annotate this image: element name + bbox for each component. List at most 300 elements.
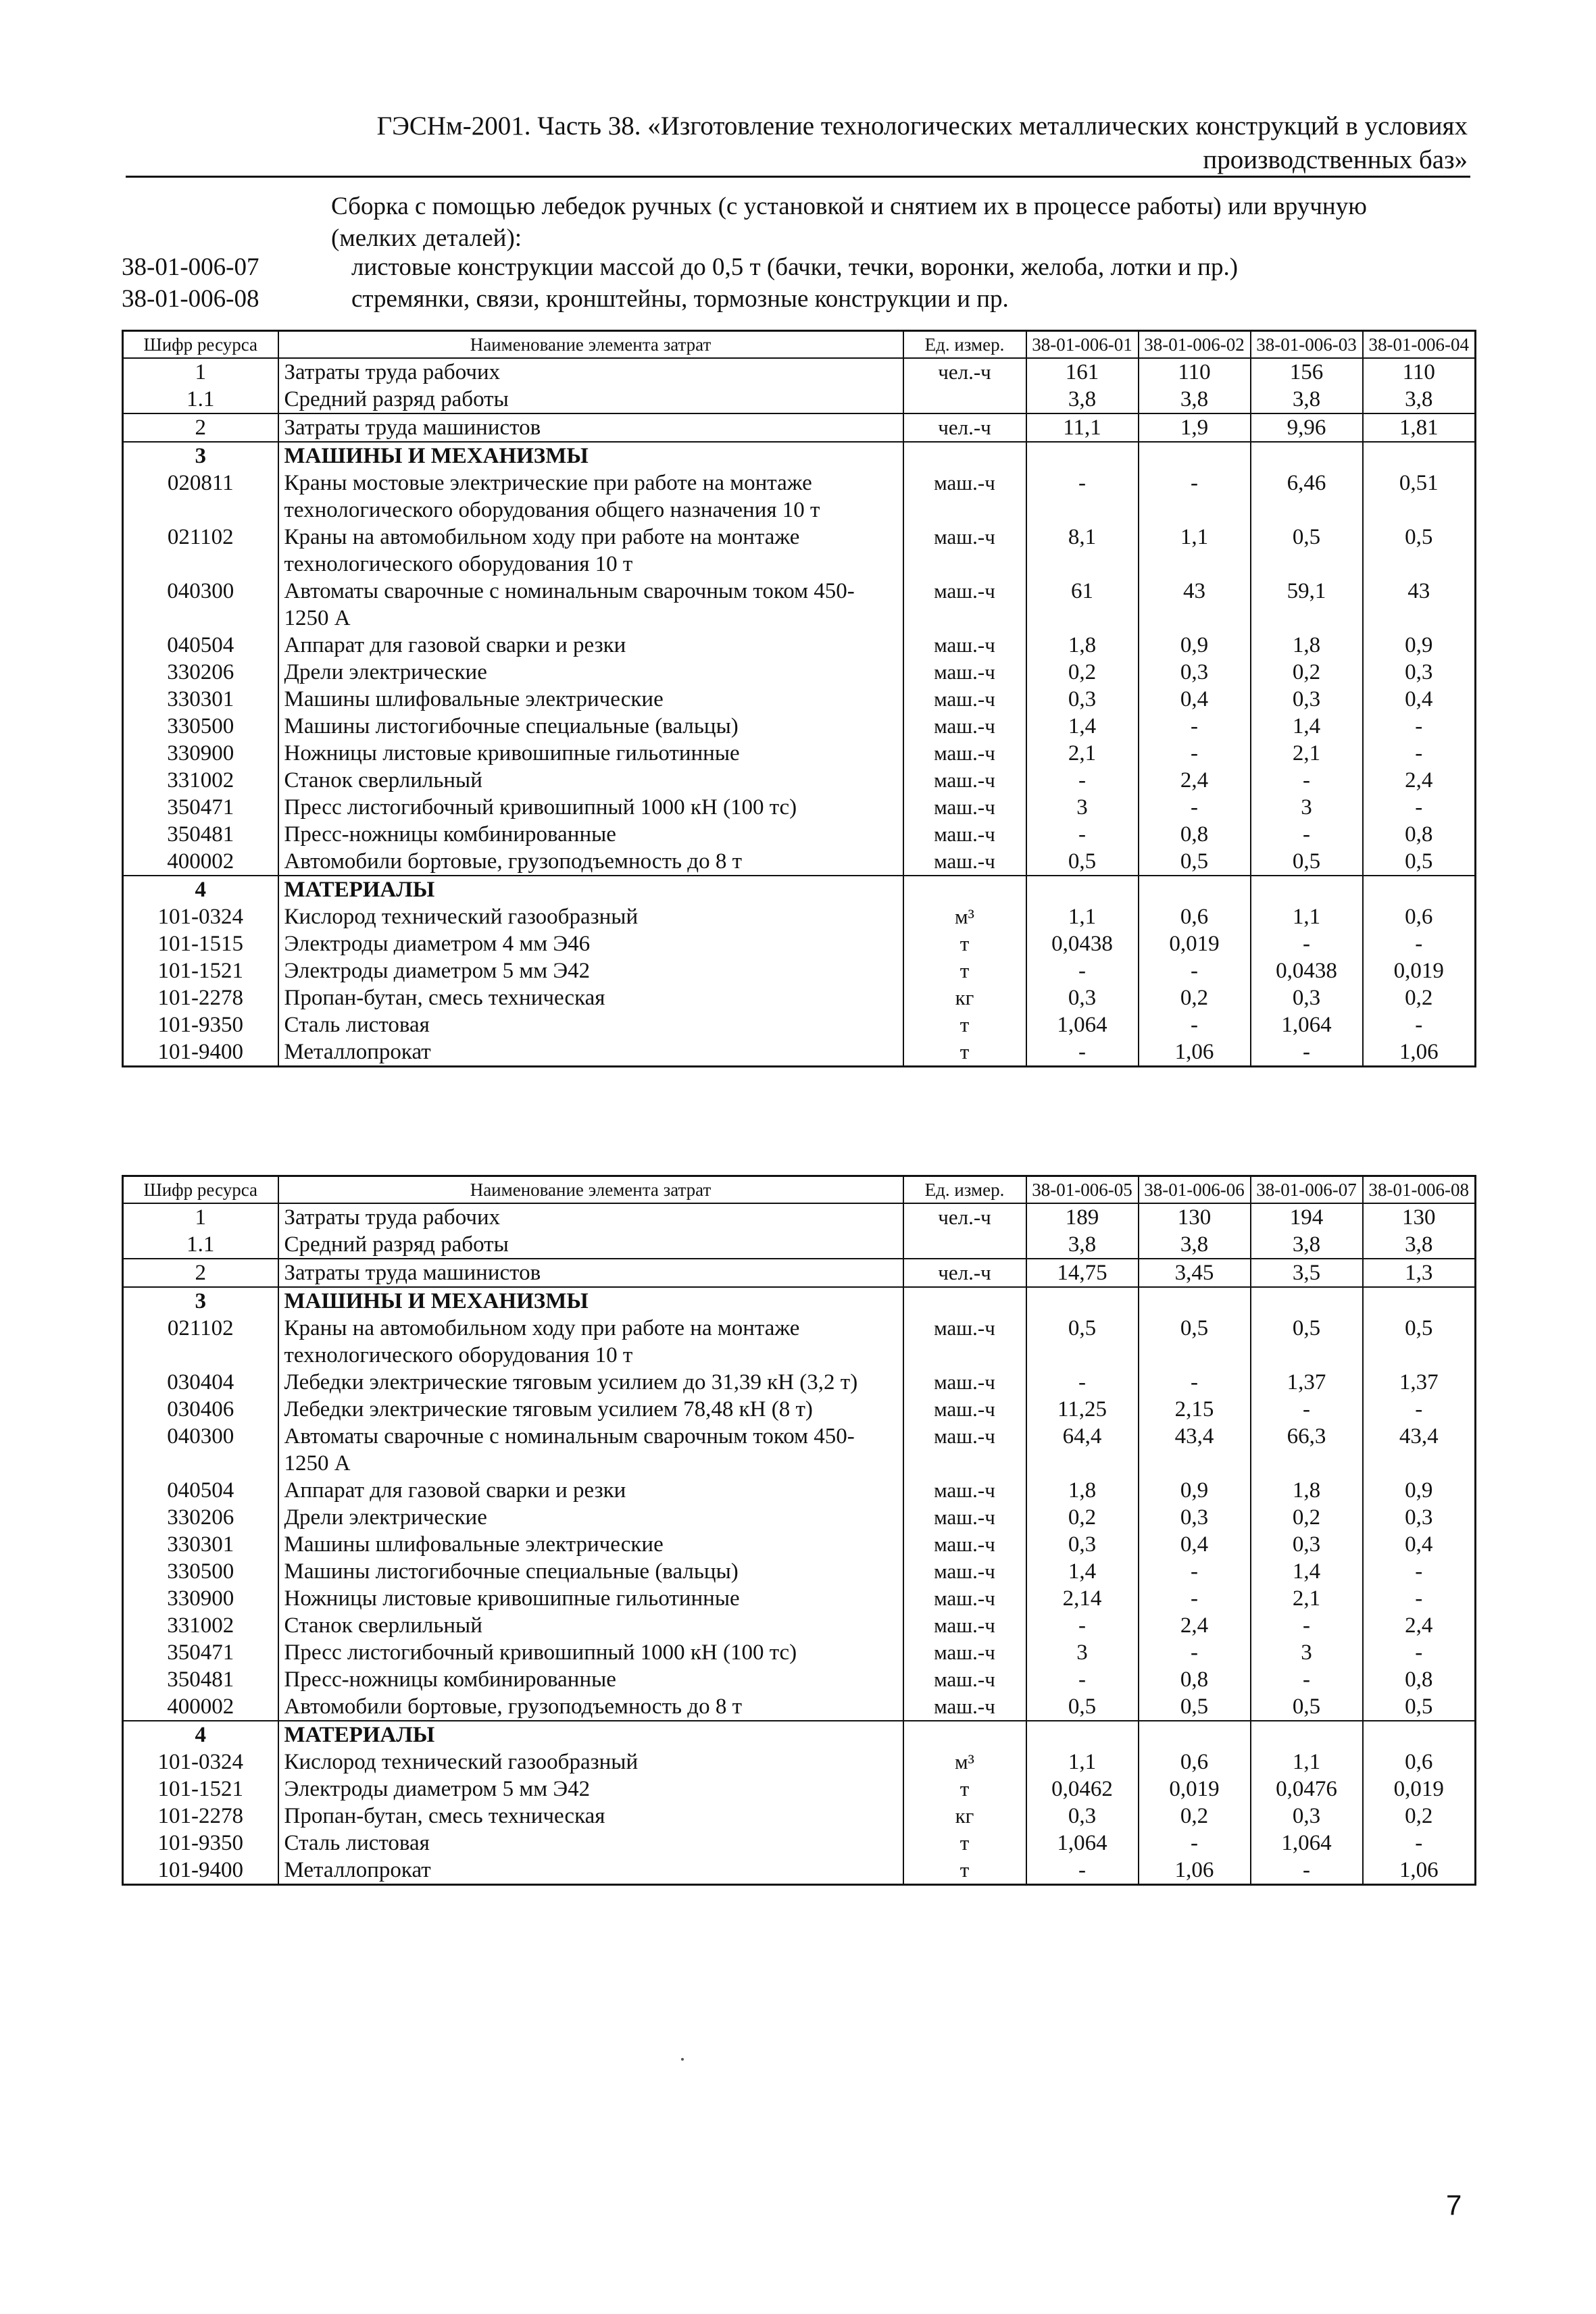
table-row: [123, 1749, 1476, 1776]
resource-code-cell: 101-2278: [123, 1803, 278, 1830]
resource-code-cell: 101-1515: [123, 930, 278, 957]
norm-code-row: [122, 283, 1473, 315]
header-unit: Ед. измер.: [903, 1176, 1026, 1204]
value-cell: 0,5: [1251, 524, 1363, 578]
norms-table-2: [122, 1175, 1476, 1886]
value-cell: 2,1: [1026, 740, 1139, 767]
value-cell: 0,5: [1363, 848, 1476, 876]
section-row: [123, 442, 1476, 470]
value-cell: 1,37: [1251, 1369, 1363, 1396]
value-cell: 66,3: [1251, 1423, 1363, 1477]
unit-cell: маш.-ч: [903, 1612, 1026, 1639]
value-cell: 3: [1026, 794, 1139, 821]
value-cell: [1251, 442, 1363, 470]
unit-cell: маш.-ч: [903, 740, 1026, 767]
header-unit: Ед. измер.: [903, 331, 1026, 359]
cost-element-cell: Сталь листовая: [278, 1011, 903, 1038]
value-cell: 189: [1026, 1203, 1139, 1231]
value-cell: [1139, 876, 1251, 903]
header-norm-code: 38-01-006-03: [1251, 331, 1363, 359]
cost-element-cell: Пресс листогибочный кривошипный 1000 кН (100 тс): [278, 794, 903, 821]
table-row: [123, 1857, 1476, 1885]
unit-cell: маш.-ч: [903, 578, 1026, 632]
value-cell: 43,4: [1139, 1423, 1251, 1477]
table-row: [123, 1585, 1476, 1612]
resource-code-cell: 4: [123, 1721, 278, 1749]
table-row: [123, 1038, 1476, 1067]
value-cell: 43: [1139, 578, 1251, 632]
value-cell: 59,1: [1251, 578, 1363, 632]
value-cell: 0,6: [1363, 903, 1476, 930]
resource-code-cell: 331002: [123, 1612, 278, 1639]
unit-cell: маш.-ч: [903, 1531, 1026, 1558]
value-cell: 2,4: [1363, 767, 1476, 794]
value-cell: 1,9: [1139, 413, 1251, 442]
unit-cell: маш.-ч: [903, 659, 1026, 686]
unit-cell: [903, 1287, 1026, 1315]
unit-cell: т: [903, 930, 1026, 957]
value-cell: -: [1363, 713, 1476, 740]
table-row: [123, 632, 1476, 659]
value-cell: 1,4: [1251, 1558, 1363, 1585]
value-cell: 0,2: [1139, 1803, 1251, 1830]
value-cell: 2,4: [1363, 1612, 1476, 1639]
value-cell: 0,5: [1139, 1693, 1251, 1721]
unit-cell: маш.-ч: [903, 1558, 1026, 1585]
value-cell: 3: [1251, 1639, 1363, 1666]
table-row: [123, 903, 1476, 930]
table-row: [123, 1531, 1476, 1558]
cost-element-cell: Пропан-бутан, смесь техническая: [278, 1803, 903, 1830]
value-cell: 3,8: [1026, 1231, 1139, 1259]
cost-element-cell: Станок сверлильный: [278, 767, 903, 794]
unit-cell: кг: [903, 1803, 1026, 1830]
norm-code-row: [122, 251, 1473, 283]
value-cell: -: [1363, 1585, 1476, 1612]
value-cell: 0,0476: [1251, 1776, 1363, 1803]
resource-code-cell: 101-9400: [123, 1038, 278, 1067]
value-cell: 0,5: [1363, 524, 1476, 578]
value-cell: 0,3: [1026, 1531, 1139, 1558]
value-cell: 9,96: [1251, 413, 1363, 442]
value-cell: 3,45: [1139, 1259, 1251, 1287]
unit-cell: т: [903, 1776, 1026, 1803]
table-row: [123, 413, 1476, 442]
value-cell: 0,2: [1139, 984, 1251, 1011]
value-cell: 2,1: [1251, 740, 1363, 767]
value-cell: [1363, 1287, 1476, 1315]
value-cell: [1251, 876, 1363, 903]
table-row: [123, 1011, 1476, 1038]
unit-cell: т: [903, 957, 1026, 984]
cost-element-cell: Пресс листогибочный кривошипный 1000 кН (100 тс): [278, 1639, 903, 1666]
unit-cell: [903, 442, 1026, 470]
section-row: [123, 1721, 1476, 1749]
unit-cell: т: [903, 1038, 1026, 1067]
table-row: [123, 524, 1476, 578]
value-cell: -: [1363, 794, 1476, 821]
header-norm-code: 38-01-006-06: [1139, 1176, 1251, 1204]
value-cell: 130: [1363, 1203, 1476, 1231]
cost-element-cell: МАТЕРИАЛЫ: [278, 1721, 903, 1749]
resource-code-cell: 101-0324: [123, 1749, 278, 1776]
resource-code-cell: 021102: [123, 524, 278, 578]
value-cell: 0,2: [1363, 984, 1476, 1011]
table-row: [123, 930, 1476, 957]
cost-element-cell: Затраты труда машинистов: [278, 413, 903, 442]
unit-cell: [903, 386, 1026, 413]
value-cell: 0,9: [1363, 1477, 1476, 1504]
value-cell: -: [1363, 1830, 1476, 1857]
cost-element-cell: Автомобили бортовые, грузоподъемность до 8 т: [278, 1693, 903, 1721]
value-cell: -: [1363, 1011, 1476, 1038]
unit-cell: чел.-ч: [903, 1259, 1026, 1287]
cost-element-cell: Аппарат для газовой сварки и резки: [278, 632, 903, 659]
unit-cell: чел.-ч: [903, 358, 1026, 386]
value-cell: 3: [1026, 1639, 1139, 1666]
resource-code-cell: 400002: [123, 848, 278, 876]
unit-cell: маш.-ч: [903, 1693, 1026, 1721]
value-cell: 1,37: [1363, 1369, 1476, 1396]
unit-cell: [903, 1231, 1026, 1259]
cost-element-cell: Краны на автомобильном ходу при работе на монтаже технологического оборудования 10 т: [278, 1315, 903, 1369]
header-norm-code: 38-01-006-04: [1363, 331, 1476, 359]
value-cell: 0,5: [1026, 1315, 1139, 1369]
value-cell: -: [1363, 1558, 1476, 1585]
value-cell: 43,4: [1363, 1423, 1476, 1477]
value-cell: [1026, 1721, 1139, 1749]
resource-code-cell: 350481: [123, 1666, 278, 1693]
value-cell: 0,3: [1251, 1803, 1363, 1830]
value-cell: 1,1: [1251, 903, 1363, 930]
cost-element-cell: Электроды диаметром 4 мм Э46: [278, 930, 903, 957]
value-cell: 1,06: [1139, 1857, 1251, 1885]
table-row: [123, 713, 1476, 740]
resource-code-cell: 040300: [123, 578, 278, 632]
resource-code-cell: 331002: [123, 767, 278, 794]
value-cell: 3,8: [1363, 1231, 1476, 1259]
value-cell: -: [1139, 794, 1251, 821]
value-cell: 0,5: [1026, 848, 1139, 876]
table-row: [123, 1423, 1476, 1477]
cost-element-cell: Автомобили бортовые, грузоподъемность до 8 т: [278, 848, 903, 876]
table-row: [123, 1477, 1476, 1504]
resource-code-cell: 1: [123, 358, 278, 386]
value-cell: 11,1: [1026, 413, 1139, 442]
value-cell: -: [1026, 1038, 1139, 1067]
value-cell: [1026, 876, 1139, 903]
table-row: [123, 1666, 1476, 1693]
unit-cell: маш.-ч: [903, 1504, 1026, 1531]
unit-cell: маш.-ч: [903, 767, 1026, 794]
value-cell: 1,4: [1026, 713, 1139, 740]
unit-cell: маш.-ч: [903, 1639, 1026, 1666]
unit-cell: чел.-ч: [903, 413, 1026, 442]
cost-element-cell: Электроды диаметром 5 мм Э42: [278, 957, 903, 984]
cost-element-cell: Лебедки электрические тяговым усилием 78,48 кН (8 т): [278, 1396, 903, 1423]
table-row: [123, 1259, 1476, 1287]
value-cell: -: [1251, 1612, 1363, 1639]
value-cell: 0,2: [1026, 1504, 1139, 1531]
header-code: Шифр ресурса: [123, 1176, 278, 1204]
resource-code-cell: 350471: [123, 1639, 278, 1666]
resource-code-cell: 1.1: [123, 386, 278, 413]
norm-codes-list: [122, 251, 1473, 315]
cost-element-cell: Ножницы листовые кривошипные гильотинные: [278, 740, 903, 767]
table-row: [123, 740, 1476, 767]
value-cell: 1,1: [1026, 903, 1139, 930]
value-cell: 3: [1251, 794, 1363, 821]
value-cell: 0,019: [1363, 1776, 1476, 1803]
unit-cell: [903, 876, 1026, 903]
value-cell: 1,064: [1026, 1011, 1139, 1038]
resource-code-cell: 101-0324: [123, 903, 278, 930]
value-cell: -: [1026, 1666, 1139, 1693]
resource-code-cell: 101-1521: [123, 1776, 278, 1803]
table-row: [123, 1504, 1476, 1531]
value-cell: 0,5: [1251, 1315, 1363, 1369]
resource-code-cell: 330500: [123, 713, 278, 740]
value-cell: 1,1: [1139, 524, 1251, 578]
cost-element-cell: Машины листогибочные специальные (вальцы): [278, 1558, 903, 1585]
unit-cell: т: [903, 1830, 1026, 1857]
value-cell: 0,8: [1363, 1666, 1476, 1693]
unit-cell: м³: [903, 1749, 1026, 1776]
value-cell: 156: [1251, 358, 1363, 386]
cost-element-cell: Средний разряд работы: [278, 386, 903, 413]
resource-code-cell: 020811: [123, 470, 278, 524]
unit-cell: маш.-ч: [903, 470, 1026, 524]
resource-code-cell: 330500: [123, 1558, 278, 1585]
section-row: [123, 1287, 1476, 1315]
header-name: Наименование элемента затрат: [278, 331, 903, 359]
value-cell: 3,8: [1251, 386, 1363, 413]
value-cell: 0,5: [1026, 1693, 1139, 1721]
value-cell: 2,1: [1251, 1585, 1363, 1612]
table-row: [123, 1231, 1476, 1259]
value-cell: 0,3: [1251, 686, 1363, 713]
table-row: [123, 957, 1476, 984]
cost-element-cell: Затраты труда машинистов: [278, 1259, 903, 1287]
cost-element-cell: Кислород технический газообразный: [278, 1749, 903, 1776]
value-cell: [1251, 1721, 1363, 1749]
table-row: [123, 1558, 1476, 1585]
value-cell: 0,4: [1363, 686, 1476, 713]
norm-description: стремянки, связи, кронштейны, тормозные конструкции и пр.: [351, 285, 1009, 313]
value-cell: 1,1: [1026, 1749, 1139, 1776]
resource-code-cell: 4: [123, 876, 278, 903]
unit-cell: т: [903, 1011, 1026, 1038]
resource-code-cell: 040504: [123, 632, 278, 659]
value-cell: 0,6: [1139, 1749, 1251, 1776]
table-row: [123, 1396, 1476, 1423]
resource-code-cell: 101-9350: [123, 1830, 278, 1857]
table-row: [123, 386, 1476, 413]
value-cell: 1,8: [1251, 1477, 1363, 1504]
table-row: [123, 358, 1476, 386]
table-row: [123, 1830, 1476, 1857]
value-cell: -: [1139, 740, 1251, 767]
unit-cell: маш.-ч: [903, 794, 1026, 821]
unit-cell: маш.-ч: [903, 1585, 1026, 1612]
value-cell: [1363, 442, 1476, 470]
table-row: [123, 848, 1476, 876]
value-cell: 0,2: [1363, 1803, 1476, 1830]
value-cell: 0,4: [1139, 686, 1251, 713]
resource-code-cell: 350471: [123, 794, 278, 821]
table-row: [123, 1803, 1476, 1830]
value-cell: -: [1363, 740, 1476, 767]
norm-description: листовые конструкции массой до 0,5 т (бачки, течки, воронки, желоба, лотки и пр.): [351, 253, 1239, 281]
resource-code-cell: 101-1521: [123, 957, 278, 984]
value-cell: 110: [1363, 358, 1476, 386]
value-cell: 3,8: [1139, 1231, 1251, 1259]
value-cell: -: [1251, 1038, 1363, 1067]
value-cell: 0,2: [1251, 1504, 1363, 1531]
cost-element-cell: Сталь листовая: [278, 1830, 903, 1857]
table-row: [123, 1639, 1476, 1666]
cost-element-cell: Затраты труда рабочих: [278, 358, 903, 386]
value-cell: 0,3: [1363, 1504, 1476, 1531]
table-row: [123, 984, 1476, 1011]
unit-cell: маш.-ч: [903, 524, 1026, 578]
value-cell: 0,3: [1251, 1531, 1363, 1558]
resource-code-cell: 330900: [123, 740, 278, 767]
value-cell: -: [1251, 1666, 1363, 1693]
value-cell: 1,3: [1363, 1259, 1476, 1287]
value-cell: 0,2: [1251, 659, 1363, 686]
value-cell: 0,5: [1363, 1315, 1476, 1369]
value-cell: 6,46: [1251, 470, 1363, 524]
value-cell: 0,6: [1139, 903, 1251, 930]
cost-element-cell: Краны на автомобильном ходу при работе на монтаже технологического оборудования 10 т: [278, 524, 903, 578]
cost-element-cell: Станок сверлильный: [278, 1612, 903, 1639]
cost-element-cell: Металлопрокат: [278, 1857, 903, 1885]
value-cell: 0,5: [1363, 1693, 1476, 1721]
value-cell: 0,51: [1363, 470, 1476, 524]
value-cell: 3,8: [1139, 386, 1251, 413]
value-cell: -: [1139, 1585, 1251, 1612]
value-cell: 1,8: [1026, 632, 1139, 659]
value-cell: 130: [1139, 1203, 1251, 1231]
value-cell: -: [1139, 957, 1251, 984]
value-cell: 1,4: [1251, 713, 1363, 740]
unit-cell: кг: [903, 984, 1026, 1011]
table-row: [123, 1693, 1476, 1721]
value-cell: 0,0462: [1026, 1776, 1139, 1803]
cost-element-cell: Краны мостовые электрические при работе на монтаже технологического оборудования общего назначения 10 т: [278, 470, 903, 524]
value-cell: 1,06: [1363, 1857, 1476, 1885]
value-cell: -: [1139, 1369, 1251, 1396]
value-cell: -: [1139, 1639, 1251, 1666]
header-norm-code: 38-01-006-08: [1363, 1176, 1476, 1204]
value-cell: -: [1026, 1857, 1139, 1885]
unit-cell: чел.-ч: [903, 1203, 1026, 1231]
value-cell: -: [1026, 1612, 1139, 1639]
header-norm-code: 38-01-006-01: [1026, 331, 1139, 359]
value-cell: -: [1026, 767, 1139, 794]
value-cell: 1,4: [1026, 1558, 1139, 1585]
resource-code-cell: 2: [123, 413, 278, 442]
header-name: Наименование элемента затрат: [278, 1176, 903, 1204]
value-cell: -: [1251, 1396, 1363, 1423]
table-row: [123, 767, 1476, 794]
value-cell: 3,8: [1363, 386, 1476, 413]
cost-element-cell: Средний разряд работы: [278, 1231, 903, 1259]
value-cell: 194: [1251, 1203, 1363, 1231]
page-number: 7: [1446, 2189, 1462, 2221]
value-cell: 2,4: [1139, 767, 1251, 794]
value-cell: -: [1139, 470, 1251, 524]
resource-code-cell: 101-2278: [123, 984, 278, 1011]
cost-element-cell: Затраты труда рабочих: [278, 1203, 903, 1231]
value-cell: 0,8: [1139, 1666, 1251, 1693]
resource-code-cell: 021102: [123, 1315, 278, 1369]
resource-code-cell: 400002: [123, 1693, 278, 1721]
value-cell: 0,3: [1139, 659, 1251, 686]
value-cell: 3,8: [1251, 1231, 1363, 1259]
value-cell: 0,9: [1139, 632, 1251, 659]
section-row: [123, 876, 1476, 903]
cost-element-cell: Лебедки электрические тяговым усилием до 31,39 кН (3,2 т): [278, 1369, 903, 1396]
value-cell: [1363, 1721, 1476, 1749]
value-cell: 1,06: [1139, 1038, 1251, 1067]
unit-cell: маш.-ч: [903, 713, 1026, 740]
value-cell: 1,1: [1251, 1749, 1363, 1776]
cost-element-cell: Машины листогибочные специальные (вальцы): [278, 713, 903, 740]
value-cell: 0,4: [1363, 1531, 1476, 1558]
value-cell: 0,6: [1363, 1749, 1476, 1776]
cost-element-cell: МАШИНЫ И МЕХАНИЗМЫ: [278, 442, 903, 470]
value-cell: 0,019: [1139, 930, 1251, 957]
value-cell: 0,5: [1139, 848, 1251, 876]
value-cell: 0,5: [1139, 1315, 1251, 1369]
unit-cell: маш.-ч: [903, 1369, 1026, 1396]
resource-code-cell: 330206: [123, 1504, 278, 1531]
value-cell: 0,9: [1363, 632, 1476, 659]
value-cell: 0,3: [1139, 1504, 1251, 1531]
resource-code-cell: 3: [123, 442, 278, 470]
value-cell: 3,8: [1026, 386, 1139, 413]
table-row: [123, 821, 1476, 848]
value-cell: 1,064: [1251, 1011, 1363, 1038]
value-cell: 64,4: [1026, 1423, 1139, 1477]
value-cell: 0,5: [1251, 1693, 1363, 1721]
resource-code-cell: 030406: [123, 1396, 278, 1423]
value-cell: 0,8: [1363, 821, 1476, 848]
value-cell: -: [1139, 1830, 1251, 1857]
table-row: [123, 659, 1476, 686]
value-cell: -: [1026, 470, 1139, 524]
cost-element-cell: Электроды диаметром 5 мм Э42: [278, 1776, 903, 1803]
section-intro: Сборка с помощью лебедок ручных (с установкой и снятием их в процессе работы) или вручную (мелких деталей):: [331, 193, 1367, 252]
value-cell: [1139, 442, 1251, 470]
table-row: [123, 686, 1476, 713]
value-cell: 0,2: [1026, 659, 1139, 686]
table-row: [123, 1369, 1476, 1396]
value-cell: -: [1139, 1011, 1251, 1038]
value-cell: 0,3: [1026, 984, 1139, 1011]
table-row: [123, 1203, 1476, 1231]
value-cell: -: [1363, 930, 1476, 957]
header-line-1: ГЭСНм-2001. Часть 38. «Изготовление технологических металлических конструкций в условиях: [376, 111, 1468, 141]
resource-code-cell: 1.1: [123, 1231, 278, 1259]
value-cell: -: [1363, 1639, 1476, 1666]
cost-element-cell: Машины шлифовальные электрические: [278, 1531, 903, 1558]
value-cell: [1026, 1287, 1139, 1315]
resource-code-cell: 350481: [123, 821, 278, 848]
cost-element-cell: Аппарат для газовой сварки и резки: [278, 1477, 903, 1504]
